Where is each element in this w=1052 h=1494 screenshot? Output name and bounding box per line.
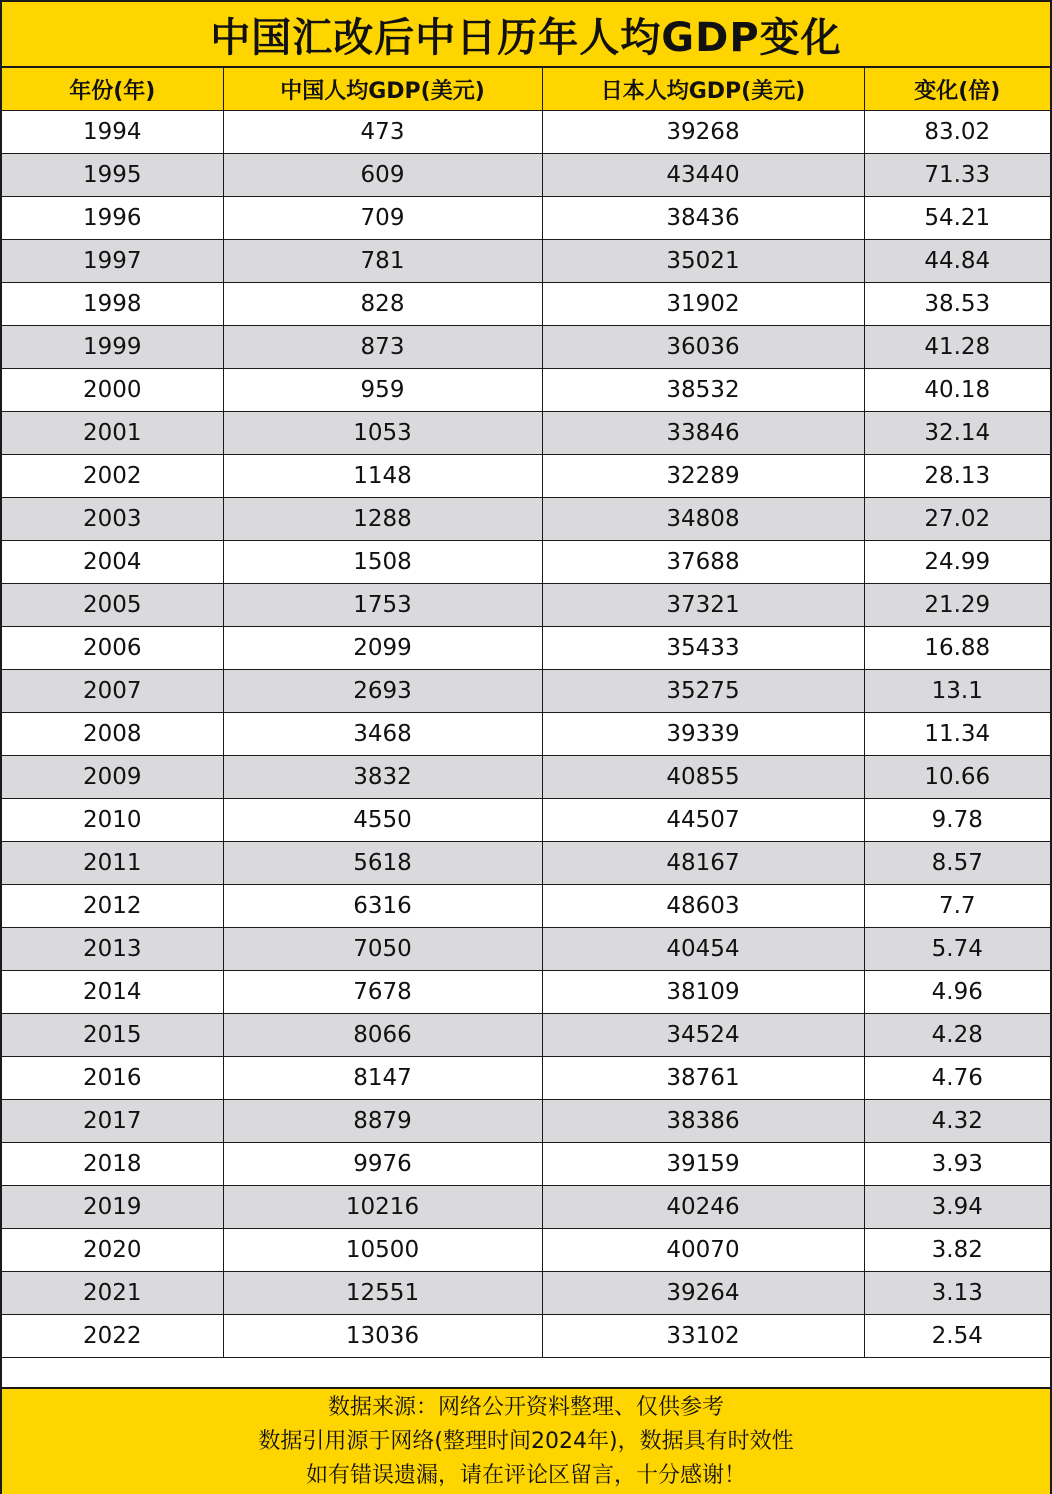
cell-ratio: 27.02 <box>864 498 1050 541</box>
cell-year: 2007 <box>2 670 223 713</box>
cell-china-gdp: 828 <box>223 283 542 326</box>
table-row <box>2 455 1050 498</box>
cell-year: 2011 <box>2 842 223 885</box>
cell-japan-gdp: 35433 <box>542 627 864 670</box>
gdp-table <box>2 68 1050 1358</box>
cell-china-gdp: 13036 <box>223 1315 542 1358</box>
cell-ratio: 10.66 <box>864 756 1050 799</box>
cell-ratio: 41.28 <box>864 326 1050 369</box>
header-year: 年份(年) <box>2 68 223 111</box>
cell-ratio: 9.78 <box>864 799 1050 842</box>
cell-ratio: 4.28 <box>864 1014 1050 1057</box>
table-header-row <box>2 68 1050 111</box>
cell-japan-gdp: 38532 <box>542 369 864 412</box>
cell-ratio: 4.32 <box>864 1100 1050 1143</box>
cell-ratio: 3.82 <box>864 1229 1050 1272</box>
cell-china-gdp: 7050 <box>223 928 542 971</box>
cell-ratio: 16.88 <box>864 627 1050 670</box>
cell-ratio: 71.33 <box>864 154 1050 197</box>
table-row <box>2 369 1050 412</box>
cell-year: 2020 <box>2 1229 223 1272</box>
cell-year: 2001 <box>2 412 223 455</box>
cell-japan-gdp: 34808 <box>542 498 864 541</box>
cell-china-gdp: 3468 <box>223 713 542 756</box>
table-row <box>2 240 1050 283</box>
cell-year: 2012 <box>2 885 223 928</box>
cell-japan-gdp: 34524 <box>542 1014 864 1057</box>
cell-japan-gdp: 40246 <box>542 1186 864 1229</box>
cell-year: 1996 <box>2 197 223 240</box>
cell-year: 2018 <box>2 1143 223 1186</box>
table-row <box>2 111 1050 154</box>
cell-ratio: 3.93 <box>864 1143 1050 1186</box>
cell-japan-gdp: 38386 <box>542 1100 864 1143</box>
cell-year: 2016 <box>2 1057 223 1100</box>
table-row <box>2 842 1050 885</box>
cell-china-gdp: 8147 <box>223 1057 542 1100</box>
header-ratio: 变化(倍) <box>864 68 1050 111</box>
cell-year: 2005 <box>2 584 223 627</box>
table-row <box>2 885 1050 928</box>
table-row <box>2 498 1050 541</box>
cell-japan-gdp: 35021 <box>542 240 864 283</box>
cell-china-gdp: 6316 <box>223 885 542 928</box>
table-row <box>2 412 1050 455</box>
table-row <box>2 584 1050 627</box>
cell-japan-gdp: 48167 <box>542 842 864 885</box>
table-row <box>2 1272 1050 1315</box>
cell-year: 1997 <box>2 240 223 283</box>
cell-year: 2014 <box>2 971 223 1014</box>
cell-ratio: 24.99 <box>864 541 1050 584</box>
header-china-gdp: 中国人均GDP(美元) <box>223 68 542 111</box>
footer-source: 数据来源：网络公开资料整理、仅供参考 <box>327 1394 724 1420</box>
cell-china-gdp: 3832 <box>223 756 542 799</box>
cell-ratio: 54.21 <box>864 197 1050 240</box>
cell-japan-gdp: 39268 <box>542 111 864 154</box>
cell-china-gdp: 10216 <box>223 1186 542 1229</box>
cell-china-gdp: 1508 <box>223 541 542 584</box>
cell-ratio: 3.13 <box>864 1272 1050 1315</box>
cell-ratio: 11.34 <box>864 713 1050 756</box>
cell-year: 1999 <box>2 326 223 369</box>
cell-ratio: 21.29 <box>864 584 1050 627</box>
cell-china-gdp: 1148 <box>223 455 542 498</box>
cell-ratio: 13.1 <box>864 670 1050 713</box>
cell-japan-gdp: 48603 <box>542 885 864 928</box>
cell-japan-gdp: 38761 <box>542 1057 864 1100</box>
cell-japan-gdp: 40070 <box>542 1229 864 1272</box>
cell-year: 2003 <box>2 498 223 541</box>
cell-year: 2000 <box>2 369 223 412</box>
cell-japan-gdp: 39339 <box>542 713 864 756</box>
cell-ratio: 28.13 <box>864 455 1050 498</box>
cell-china-gdp: 609 <box>223 154 542 197</box>
cell-china-gdp: 2099 <box>223 627 542 670</box>
cell-china-gdp: 1288 <box>223 498 542 541</box>
cell-year: 1995 <box>2 154 223 197</box>
cell-ratio: 5.74 <box>864 928 1050 971</box>
cell-year: 2019 <box>2 1186 223 1229</box>
page-title: 中国汇改后中日历年人均GDP变化 <box>2 2 1050 68</box>
cell-year: 2017 <box>2 1100 223 1143</box>
table-row <box>2 154 1050 197</box>
table-row <box>2 1143 1050 1186</box>
cell-japan-gdp: 33846 <box>542 412 864 455</box>
cell-ratio: 7.7 <box>864 885 1050 928</box>
cell-year: 1998 <box>2 283 223 326</box>
cell-china-gdp: 9976 <box>223 1143 542 1186</box>
cell-year: 2009 <box>2 756 223 799</box>
cell-japan-gdp: 43440 <box>542 154 864 197</box>
cell-japan-gdp: 40454 <box>542 928 864 971</box>
table-row <box>2 627 1050 670</box>
cell-year: 2002 <box>2 455 223 498</box>
cell-ratio: 3.94 <box>864 1186 1050 1229</box>
cell-china-gdp: 781 <box>223 240 542 283</box>
cell-japan-gdp: 40855 <box>542 756 864 799</box>
cell-ratio: 2.54 <box>864 1315 1050 1358</box>
cell-ratio: 4.76 <box>864 1057 1050 1100</box>
table-row <box>2 326 1050 369</box>
cell-china-gdp: 4550 <box>223 799 542 842</box>
cell-year: 2006 <box>2 627 223 670</box>
cell-china-gdp: 709 <box>223 197 542 240</box>
cell-china-gdp: 8879 <box>223 1100 542 1143</box>
table-row <box>2 1057 1050 1100</box>
cell-year: 2013 <box>2 928 223 971</box>
table-row <box>2 1014 1050 1057</box>
cell-japan-gdp: 37321 <box>542 584 864 627</box>
table-row <box>2 1100 1050 1143</box>
table-body <box>2 111 1050 1358</box>
table-row <box>2 713 1050 756</box>
table-row <box>2 756 1050 799</box>
header-japan-gdp: 日本人均GDP(美元) <box>542 68 864 111</box>
cell-ratio: 40.18 <box>864 369 1050 412</box>
cell-japan-gdp: 32289 <box>542 455 864 498</box>
cell-japan-gdp: 44507 <box>542 799 864 842</box>
cell-ratio: 4.96 <box>864 971 1050 1014</box>
table-row <box>2 928 1050 971</box>
cell-year: 2004 <box>2 541 223 584</box>
cell-china-gdp: 873 <box>223 326 542 369</box>
cell-ratio: 44.84 <box>864 240 1050 283</box>
cell-japan-gdp: 39264 <box>542 1272 864 1315</box>
cell-china-gdp: 10500 <box>223 1229 542 1272</box>
cell-japan-gdp: 33102 <box>542 1315 864 1358</box>
cell-japan-gdp: 36036 <box>542 326 864 369</box>
footer-feedback: 如有错误遗漏，请在评论区留言，十分感谢！ <box>305 1462 746 1488</box>
cell-year: 2008 <box>2 713 223 756</box>
cell-ratio: 8.57 <box>864 842 1050 885</box>
cell-ratio: 38.53 <box>864 283 1050 326</box>
cell-ratio: 32.14 <box>864 412 1050 455</box>
cell-china-gdp: 8066 <box>223 1014 542 1057</box>
cell-china-gdp: 473 <box>223 111 542 154</box>
table-row <box>2 1315 1050 1358</box>
cell-year: 2022 <box>2 1315 223 1358</box>
cell-china-gdp: 7678 <box>223 971 542 1014</box>
cell-year: 1994 <box>2 111 223 154</box>
cell-china-gdp: 2693 <box>223 670 542 713</box>
cell-year: 2015 <box>2 1014 223 1057</box>
cell-china-gdp: 5618 <box>223 842 542 885</box>
footer-notes <box>2 1387 1050 1494</box>
table-row <box>2 197 1050 240</box>
cell-china-gdp: 1753 <box>223 584 542 627</box>
table-row <box>2 541 1050 584</box>
cell-china-gdp: 1053 <box>223 412 542 455</box>
cell-japan-gdp: 37688 <box>542 541 864 584</box>
cell-japan-gdp: 38436 <box>542 197 864 240</box>
cell-year: 2021 <box>2 1272 223 1315</box>
cell-ratio: 83.02 <box>864 111 1050 154</box>
cell-china-gdp: 12551 <box>223 1272 542 1315</box>
cell-japan-gdp: 38109 <box>542 971 864 1014</box>
table-row <box>2 1229 1050 1272</box>
cell-japan-gdp: 35275 <box>542 670 864 713</box>
cell-year: 2010 <box>2 799 223 842</box>
table-row <box>2 283 1050 326</box>
footer-disclaimer: 数据引用源于网络(整理时间2024年)，数据具有时效性 <box>258 1428 794 1454</box>
cell-japan-gdp: 39159 <box>542 1143 864 1186</box>
table-row <box>2 1186 1050 1229</box>
table-row <box>2 670 1050 713</box>
cell-china-gdp: 959 <box>223 369 542 412</box>
cell-japan-gdp: 31902 <box>542 283 864 326</box>
table-row <box>2 971 1050 1014</box>
table-row <box>2 799 1050 842</box>
